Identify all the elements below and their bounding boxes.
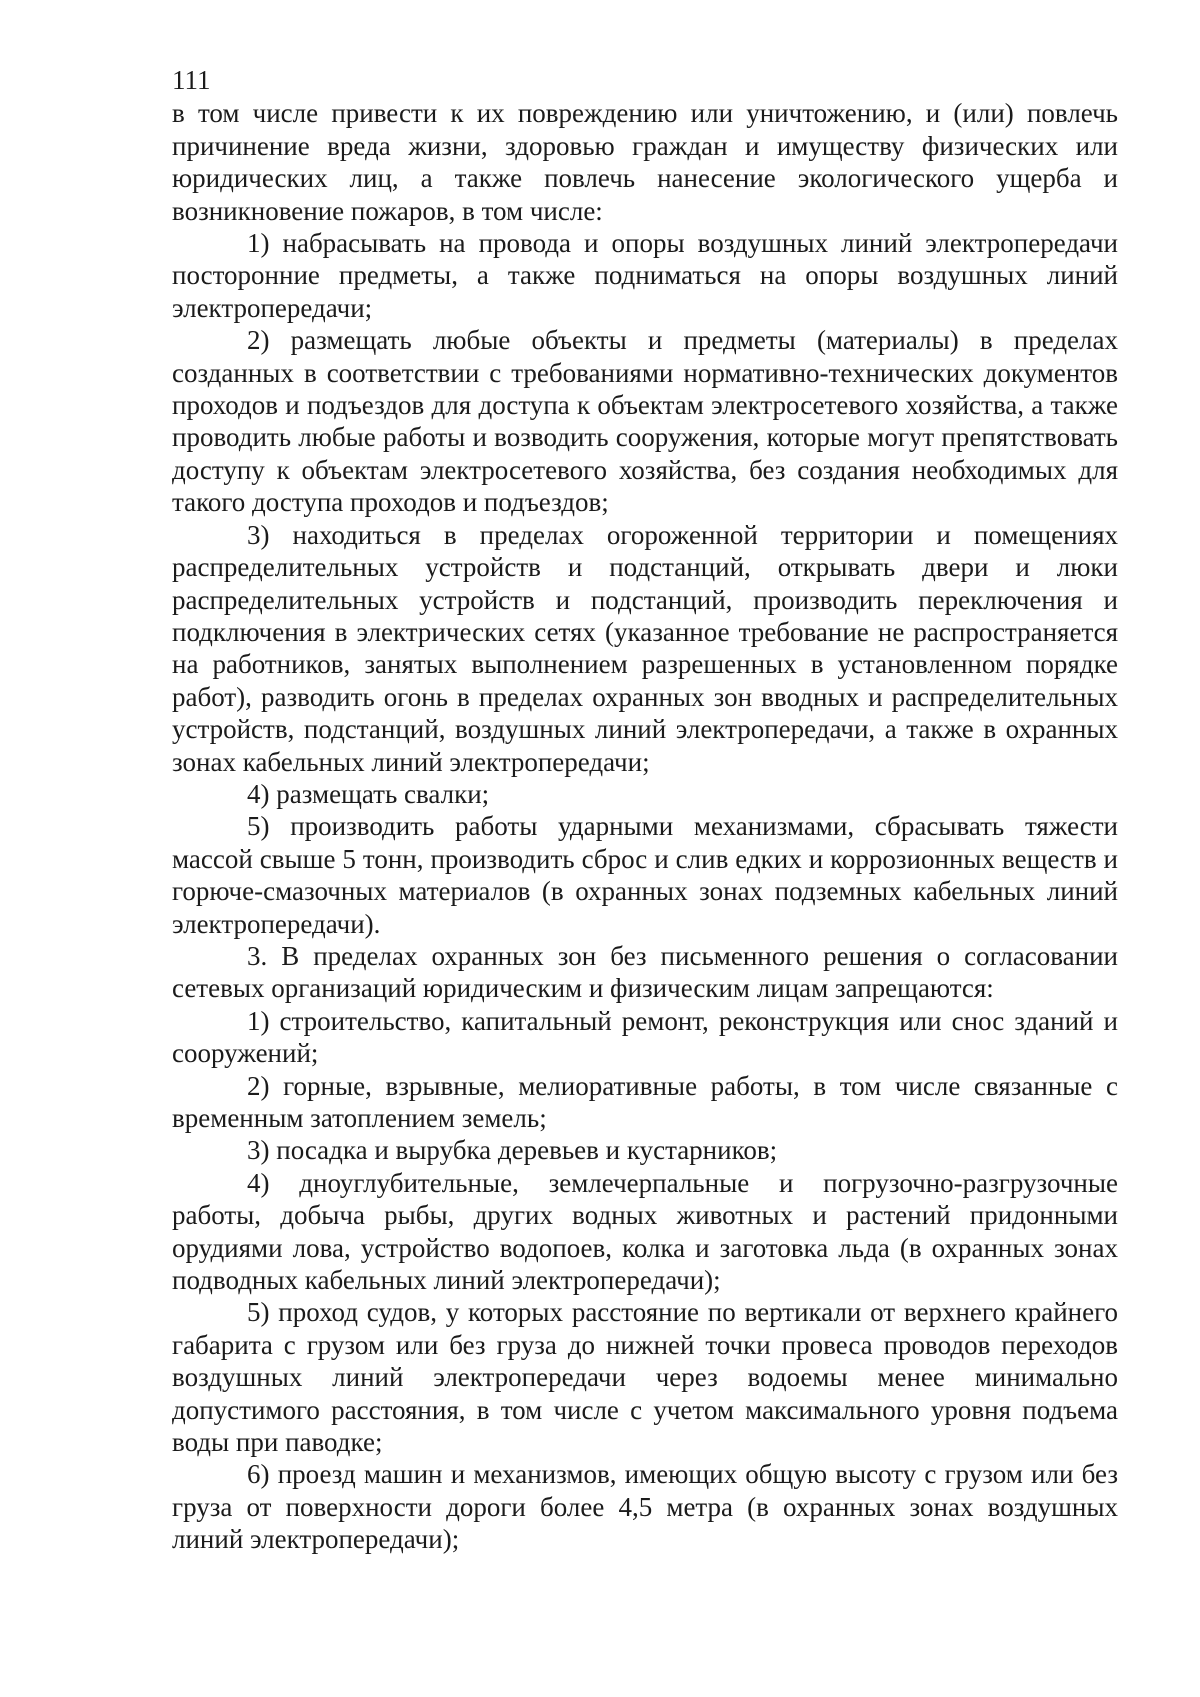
list-item: 5) производить работы ударными механизмами, сбрасывать тяжести массой свыше 5 тонн, производить сброс и слив едких и коррозионных веществ и горюче-смазочных материалов (в охранных зонах подземных кабельных линий электропередачи).	[172, 811, 1118, 939]
list-item: 1) строительство, капитальный ремонт, реконструкция или снос зданий и сооружений;	[172, 1005, 1118, 1069]
list-item: 4) дноуглубительные, землечерпальные и погрузочно-разгрузочные работы, добыча рыбы, других водных животных и растений придонными орудиями лова, устройство водопоев, колка и заготовка льда (в охранных зонах подводных кабельных линий электропередачи);	[172, 1167, 1118, 1296]
list-item: 2) горные, взрывные, мелиоративные работы, в том числе связанные с временным затоплением земель;	[172, 1070, 1118, 1133]
list-item: 1) набрасывать на провода и опоры воздушных линий электропередачи посторонние предметы, а также подниматься на опоры воздушных линий электропередачи;	[172, 228, 1118, 323]
section-paragraph: 3. В пределах охранных зон без письменного решения о согласовании сетевых организаций юридическим и физическим лицам запрещаются:	[172, 940, 1118, 1004]
list-item: 3) находиться в пределах огороженной территории и помещениях распределительных устройств и подстанций, открывать двери и люки распределительных устройств и подстанций, производить переключения и подключения в электрических сетях (указанное требование не распространяется на работников, занятых выполнением разрешенных в установленном порядке работ), разводить огонь в пределах охранных зон вводных и распределительных устройств, подстанций, воздушных линий электропередачи, а также в охранных зонах кабельных линий электропередачи;	[172, 519, 1118, 777]
list-item: 4) размещать свалки;	[247, 778, 490, 809]
list-item: 2) размещать любые объекты и предметы (материалы) в пределах созданных в соответствии с требованиями нормативно-технических документов проходов и подъездов для доступа к объектам электросетевого хозяйства, а также проводить любые работы и возводить сооружения, которые могут препятствовать доступу к объектам электросетевого хозяйства, без создания необходимых для такого доступа проходов и подъездов;	[172, 325, 1118, 518]
paragraph: в том числе привести к их повреждению или уничтожению, и (или) повлечь причинение вреда жизни, здоровью граждан и имуществу физических или юридических лиц, а также повлечь нанесение экологического ущерба и возникновение пожаров, в том числе:	[172, 98, 1118, 226]
page-number: 111	[172, 65, 211, 95]
list-item: 6) проезд машин и механизмов, имеющих общую высоту с грузом или без груза от поверхности дороги более 4,5 метра (в охранных зонах воздушных линий электропередачи);	[172, 1459, 1118, 1555]
document-page	[172, 64, 1118, 1556]
list-item: 5) проход судов, у которых расстояние по вертикали от верхнего крайнего габарита с грузом или без груза до нижней точки провеса проводов переходов воздушных линий электропередачи через водоемы менее минимально допустимого расстояния, в том числе с учетом максимального уровня подъема воды при паводке;	[172, 1297, 1118, 1458]
list-item: 3) посадка и вырубка деревьев и кустарников;	[247, 1135, 778, 1166]
